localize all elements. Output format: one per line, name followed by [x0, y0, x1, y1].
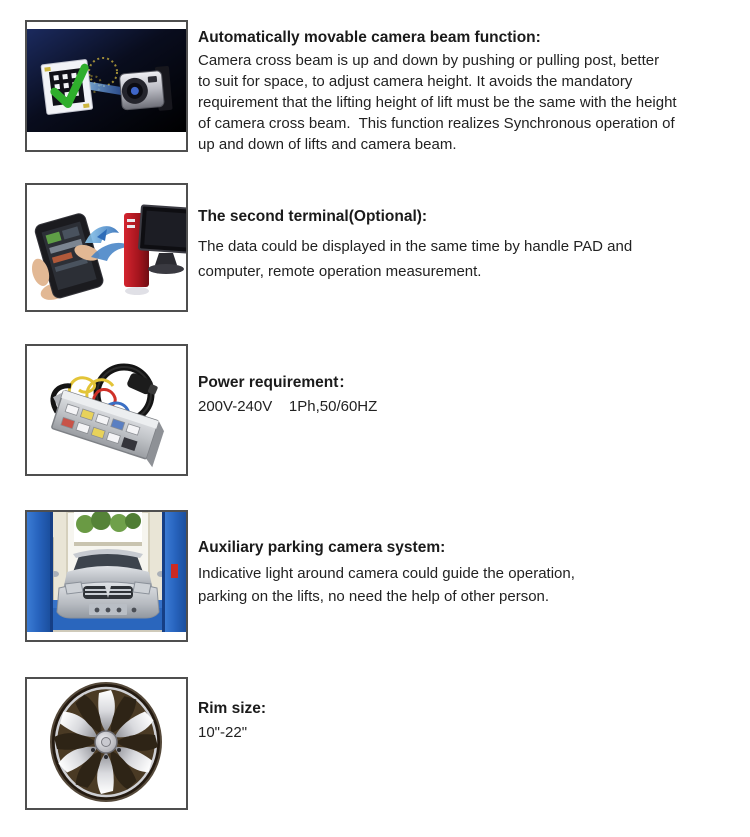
section-title: Power requirement：	[198, 374, 354, 391]
section-body	[198, 50, 750, 155]
body-line: 10"-22"	[198, 724, 248, 741]
second-terminal-photo	[25, 183, 188, 312]
section-power-requirement	[198, 372, 750, 418]
section-camera-beam	[198, 27, 750, 155]
section-body	[198, 396, 750, 418]
body-line: up and down of lifts and camera beam.	[198, 136, 457, 153]
section-parking-camera	[198, 537, 750, 608]
body-line: parking on the lifts, no need the help of other person.	[198, 588, 550, 605]
section-rim-size	[198, 698, 750, 744]
body-line: The data could be displayed in the same time by handle PAD and	[198, 238, 633, 255]
wheel-rim-illustration	[27, 679, 186, 808]
section-second-terminal	[198, 206, 750, 284]
camera-beam-photo	[25, 20, 188, 152]
parking-camera-photo	[25, 510, 188, 642]
body-line: to suit for space, to adjust camera height. It avoids the mandatory	[198, 73, 633, 90]
body-line: Indicative light around camera could guide the operation,	[198, 565, 575, 582]
car-on-lift-illustration	[27, 512, 186, 640]
section-title: Rim size:	[198, 700, 267, 717]
power-supply-illustration	[27, 346, 186, 474]
section-body	[198, 234, 750, 284]
rim-photo	[25, 677, 188, 810]
section-title: Automatically movable camera beam function:	[198, 29, 541, 46]
power-supply-photo	[25, 344, 188, 476]
body-line: of camera cross beam. This function realizes Synchronous operation of	[198, 115, 675, 132]
section-title: Auxiliary parking camera system:	[198, 539, 446, 556]
body-line: requirement that the lifting height of lift must be the same with the height	[198, 94, 677, 111]
body-line: Camera cross beam is up and down by pushing or pulling post, better	[198, 52, 660, 69]
body-line: 200V-240V 1Ph,50/60HZ	[198, 398, 378, 415]
section-body	[198, 722, 750, 744]
body-line: computer, remote operation measurement.	[198, 263, 482, 280]
section-title: The second terminal(Optional):	[198, 208, 428, 225]
section-body	[198, 562, 750, 608]
camera-beam-illustration	[27, 22, 186, 150]
tablet-computer-illustration	[27, 185, 186, 310]
